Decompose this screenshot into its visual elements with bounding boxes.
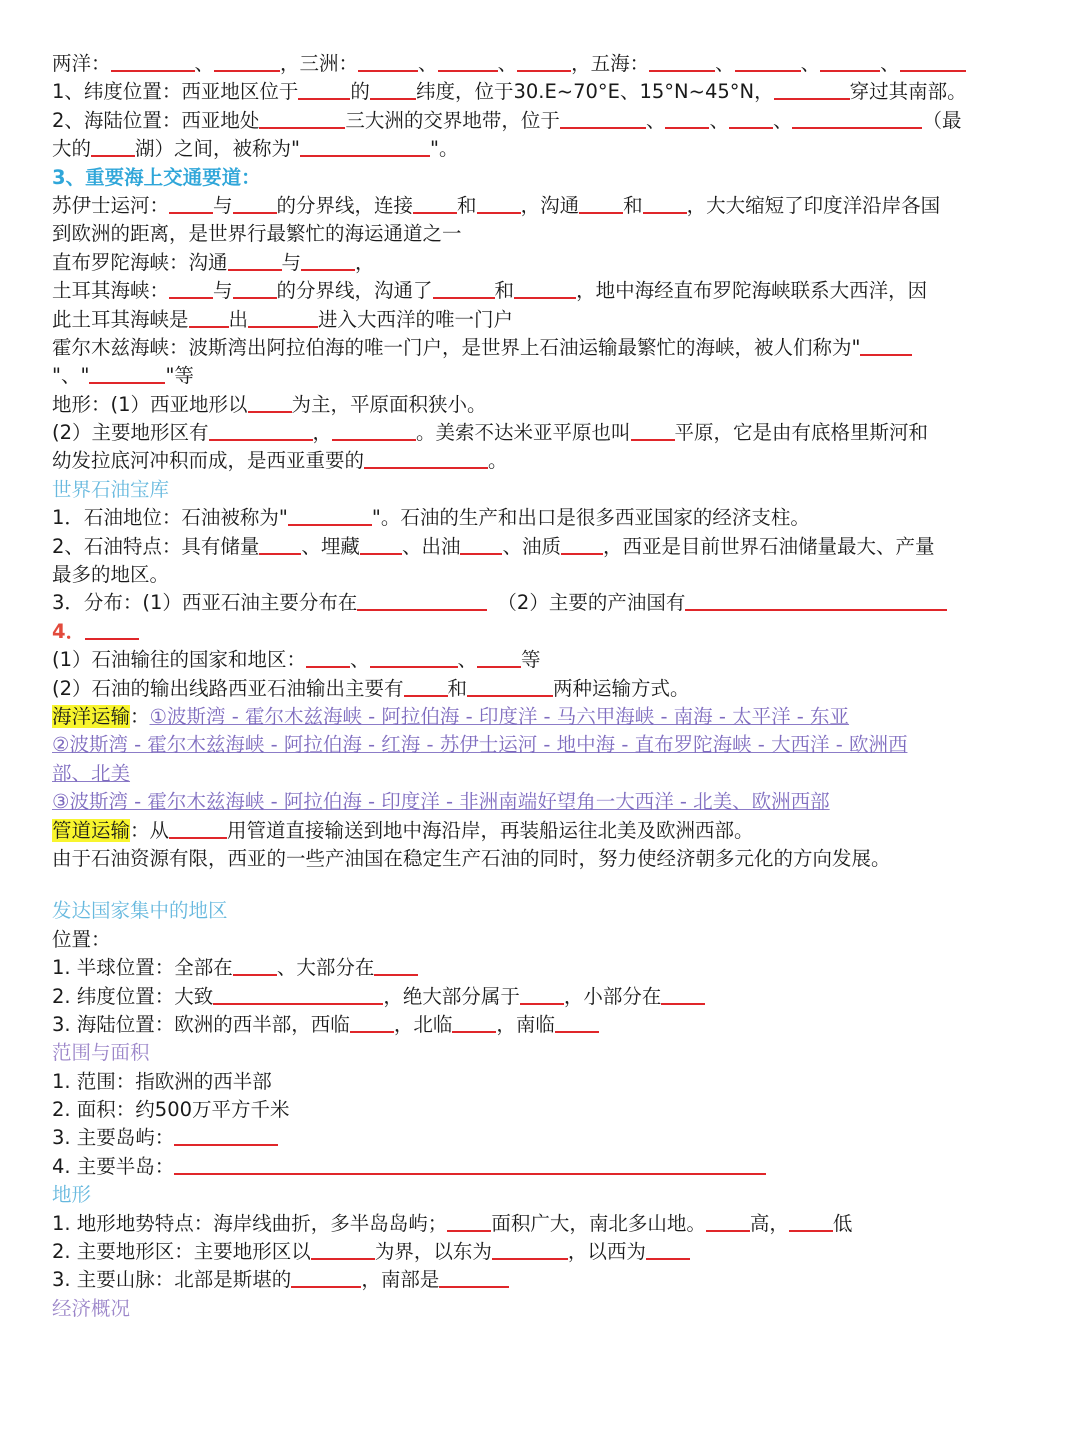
blank[interactable] xyxy=(174,1126,278,1146)
blank[interactable] xyxy=(561,535,603,555)
line-islands: 3. 主要岛屿： xyxy=(52,1124,1032,1152)
blank[interactable] xyxy=(820,52,880,72)
blank[interactable] xyxy=(233,194,277,214)
blank[interactable] xyxy=(374,956,418,976)
blank[interactable] xyxy=(370,648,458,668)
blank[interactable] xyxy=(360,535,402,555)
heading-terrain: 地形 xyxy=(52,1183,92,1207)
blank[interactable] xyxy=(685,591,947,611)
blank[interactable] xyxy=(467,677,553,697)
blank[interactable] xyxy=(555,1013,599,1033)
blank[interactable] xyxy=(452,1013,496,1033)
line-land-sea-position: 3. 海陆位置：欧洲的西半部，西临 ，北临 ，南临 xyxy=(52,1011,1032,1039)
heading-oil-treasury: 世界石油宝库 xyxy=(52,477,170,501)
blank[interactable] xyxy=(665,109,709,129)
blank[interactable] xyxy=(332,421,416,441)
line-gibraltar: 直布罗陀海峡：沟通 与 ， xyxy=(52,250,375,274)
line-land-sea-1: 2、海陆位置：西亚地处 三大洲的交界地带，位于 、 、 、 （最 xyxy=(52,108,962,132)
line-latitude-position: 2. 纬度位置：大致 ，绝大部分属于 ，小部分在 xyxy=(52,983,1032,1011)
line-terrain-3: 幼发拉底河冲积而成，是西亚重要的 。 xyxy=(52,449,508,473)
blank[interactable] xyxy=(560,109,646,129)
blank[interactable] xyxy=(860,336,912,356)
line-sea-route-3: ③波斯湾 - 霍尔木兹海峡 - 阿拉伯海 - 印度洋 - 非洲南端好望角一大西洋 - 北美、欧洲西部 xyxy=(52,790,830,814)
line-hormuz-1: 霍尔木兹海峡：波斯湾出阿拉伯海的唯一门户，是世界上石油运输最繁忙的海峡，被人们称为" xyxy=(52,334,1032,362)
blank[interactable] xyxy=(214,52,280,72)
blank[interactable] xyxy=(492,1240,568,1260)
line-terrain-1: 地形：(1）西亚地形以 为主，平原面积狭小。 xyxy=(52,392,487,416)
blank[interactable] xyxy=(460,535,502,555)
blank[interactable] xyxy=(169,194,213,214)
line-terrain-feature: 1. 地形地势特点：海岸线曲折，多半岛岛屿； 面积广大，南北多山地。 高， 低 xyxy=(52,1211,853,1235)
blank[interactable] xyxy=(789,1212,833,1232)
line-suez-1: 苏伊士运河： 与 的分界线，连接 和 ，沟通 和 ，大大缩短了印度洋沿岸各国 xyxy=(52,193,941,217)
heading-extent-area: 范围与面积 xyxy=(52,1041,150,1065)
blank[interactable] xyxy=(228,251,282,271)
line-position: 位置： xyxy=(52,927,111,951)
line-oil-features-2: 最多的地区。 xyxy=(52,563,170,587)
blank[interactable] xyxy=(169,279,213,299)
blank[interactable] xyxy=(233,279,277,299)
blank[interactable] xyxy=(306,648,350,668)
blank[interactable] xyxy=(433,279,495,299)
line-diversification: 由于石油资源有限，西亚的一些产油国在稳定生产石油的同时，努力使经济朝多元化的方向发展。 xyxy=(52,846,891,870)
blank[interactable] xyxy=(357,591,487,611)
heading-economy: 经济概况 xyxy=(52,1296,131,1320)
line-sea-route-2b: 部、北美 xyxy=(52,761,131,785)
line-sea-route-1: 海洋运输：①波斯湾 - 霍尔木兹海峡 - 阿拉伯海 - 印度洋 - 马六甲海峡 - 南海 - 太平洋 - 东亚 xyxy=(52,704,850,728)
blank[interactable] xyxy=(248,308,318,328)
line-sea-route-2: ②波斯湾 - 霍尔木兹海峡 - 阿拉伯海 - 红海 - 苏伊士运河 - 地中海 - 直布罗陀海峡 - 大西洋 - 欧洲西 xyxy=(52,733,908,757)
blank[interactable] xyxy=(213,985,383,1005)
blank[interactable] xyxy=(477,648,521,668)
blank[interactable] xyxy=(477,194,521,214)
heading-developed-region: 发达国家集中的地区 xyxy=(52,899,228,923)
line-latitude: 1、纬度位置：西亚地区位于 的 纬度，位于30.E~70°E、15°N~45°N， 穿过其南部。 xyxy=(52,80,967,104)
blank[interactable] xyxy=(520,985,564,1005)
blank[interactable] xyxy=(631,421,675,441)
blank[interactable] xyxy=(300,137,430,157)
blank[interactable] xyxy=(370,80,416,100)
line-turkish-2: 此土耳其海峡是 出 进入大西洋的唯一门户 xyxy=(52,307,514,331)
blank[interactable] xyxy=(706,1212,750,1232)
blank[interactable] xyxy=(288,506,372,526)
blank[interactable] xyxy=(439,1268,509,1288)
heading-section-4: 4． xyxy=(52,618,1032,646)
line-oil-status: 1．石油地位：石油被称为" "。石油的生产和出口是很多西亚国家的经济支柱。 xyxy=(52,506,810,530)
sea-transport-label: 海洋运输 xyxy=(52,704,131,728)
blank[interactable] xyxy=(209,421,313,441)
blank[interactable] xyxy=(735,52,801,72)
blank[interactable] xyxy=(514,279,576,299)
line-oil-features: 2、石油特点：具有储量 、埋藏 、出油 、油质 ，西亚是目前世界石油储量最大、产量 xyxy=(52,534,935,558)
blank[interactable] xyxy=(900,52,966,72)
line-mountains: 3. 主要山脉：北部是斯堪的 ，南部是 xyxy=(52,1266,1032,1294)
blank[interactable] xyxy=(364,449,488,469)
blank[interactable] xyxy=(85,620,139,640)
blank[interactable] xyxy=(792,109,922,129)
line-pipeline: 管道运输：从 用管道直接输送到地中海沿岸，再装船运往北美及欧洲西部。 xyxy=(52,818,754,842)
blank[interactable] xyxy=(404,677,448,697)
blank[interactable] xyxy=(291,1268,361,1288)
blank[interactable] xyxy=(311,1240,375,1260)
blank[interactable] xyxy=(248,393,292,413)
line-oil-distribution: 3．分布：(1）西亚石油主要分布在 （2）主要的产油国有 xyxy=(52,589,1032,617)
line-peninsulas: 4. 主要半岛： xyxy=(52,1153,1032,1181)
blank[interactable] xyxy=(661,985,705,1005)
blank[interactable] xyxy=(438,52,498,72)
line-land-sea-2: 大的 湖）之间，被称为" "。 xyxy=(52,137,459,161)
line-hemisphere: 1. 半球位置：全部在 、大部分在 xyxy=(52,954,1032,982)
blank[interactable] xyxy=(579,194,623,214)
line-area: 2. 面积：约500万平方千米 xyxy=(52,1098,290,1122)
blank[interactable] xyxy=(169,819,227,839)
line-turkish-1: 土耳其海峡： 与 的分界线，沟通了 和 ，地中海经直布罗陀海峡联系大西洋，因 xyxy=(52,279,928,303)
line-hormuz-2: "、" "等 xyxy=(52,364,194,388)
blank[interactable] xyxy=(413,194,457,214)
blank[interactable] xyxy=(174,1155,766,1175)
line-extent: 1. 范围：指欧洲的西半部 xyxy=(52,1069,272,1093)
line-terrain-regions: 2. 主要地形区：主要地形区以 为界，以东为 ，以西为 xyxy=(52,1238,1032,1266)
blank[interactable] xyxy=(298,80,350,100)
blank[interactable] xyxy=(301,251,355,271)
blank[interactable] xyxy=(649,52,715,72)
blank[interactable] xyxy=(259,535,301,555)
blank[interactable] xyxy=(447,1212,491,1232)
line-suez-2: 到欧洲的距离，是世界行最繁忙的海运通道之一 xyxy=(52,222,462,246)
line-terrain-2: (2）主要地形区有 ， 。美索不达米亚平原也叫 平原，它是由有底格里斯河和 xyxy=(52,421,929,445)
line-oil-export-dest: (1）石油输往的国家和地区： 、 、 等 xyxy=(52,648,541,672)
blank[interactable] xyxy=(643,194,687,214)
blank[interactable] xyxy=(517,52,571,72)
blank[interactable] xyxy=(189,308,229,328)
blank[interactable] xyxy=(111,52,195,72)
blank[interactable] xyxy=(350,1013,394,1033)
blank[interactable] xyxy=(259,109,345,129)
pipeline-label: 管道运输 xyxy=(52,818,131,842)
worksheet xyxy=(52,50,1032,1323)
blank[interactable] xyxy=(774,80,850,100)
blank[interactable] xyxy=(233,956,277,976)
heading-sea-routes: 3、重要海上交通要道： xyxy=(52,165,261,189)
blank[interactable] xyxy=(646,1240,690,1260)
blank[interactable] xyxy=(89,364,165,384)
blank[interactable] xyxy=(358,52,418,72)
blank[interactable] xyxy=(91,137,135,157)
line-oil-export-routes: (2）石油的输出线路西亚石油输出主要有 和 两种运输方式。 xyxy=(52,676,690,700)
blank[interactable] xyxy=(729,109,773,129)
line-oceans-continents-seas: 两洋： 、 ，三洲： 、 、 ，五海： 、 、 、 xyxy=(52,50,1032,78)
